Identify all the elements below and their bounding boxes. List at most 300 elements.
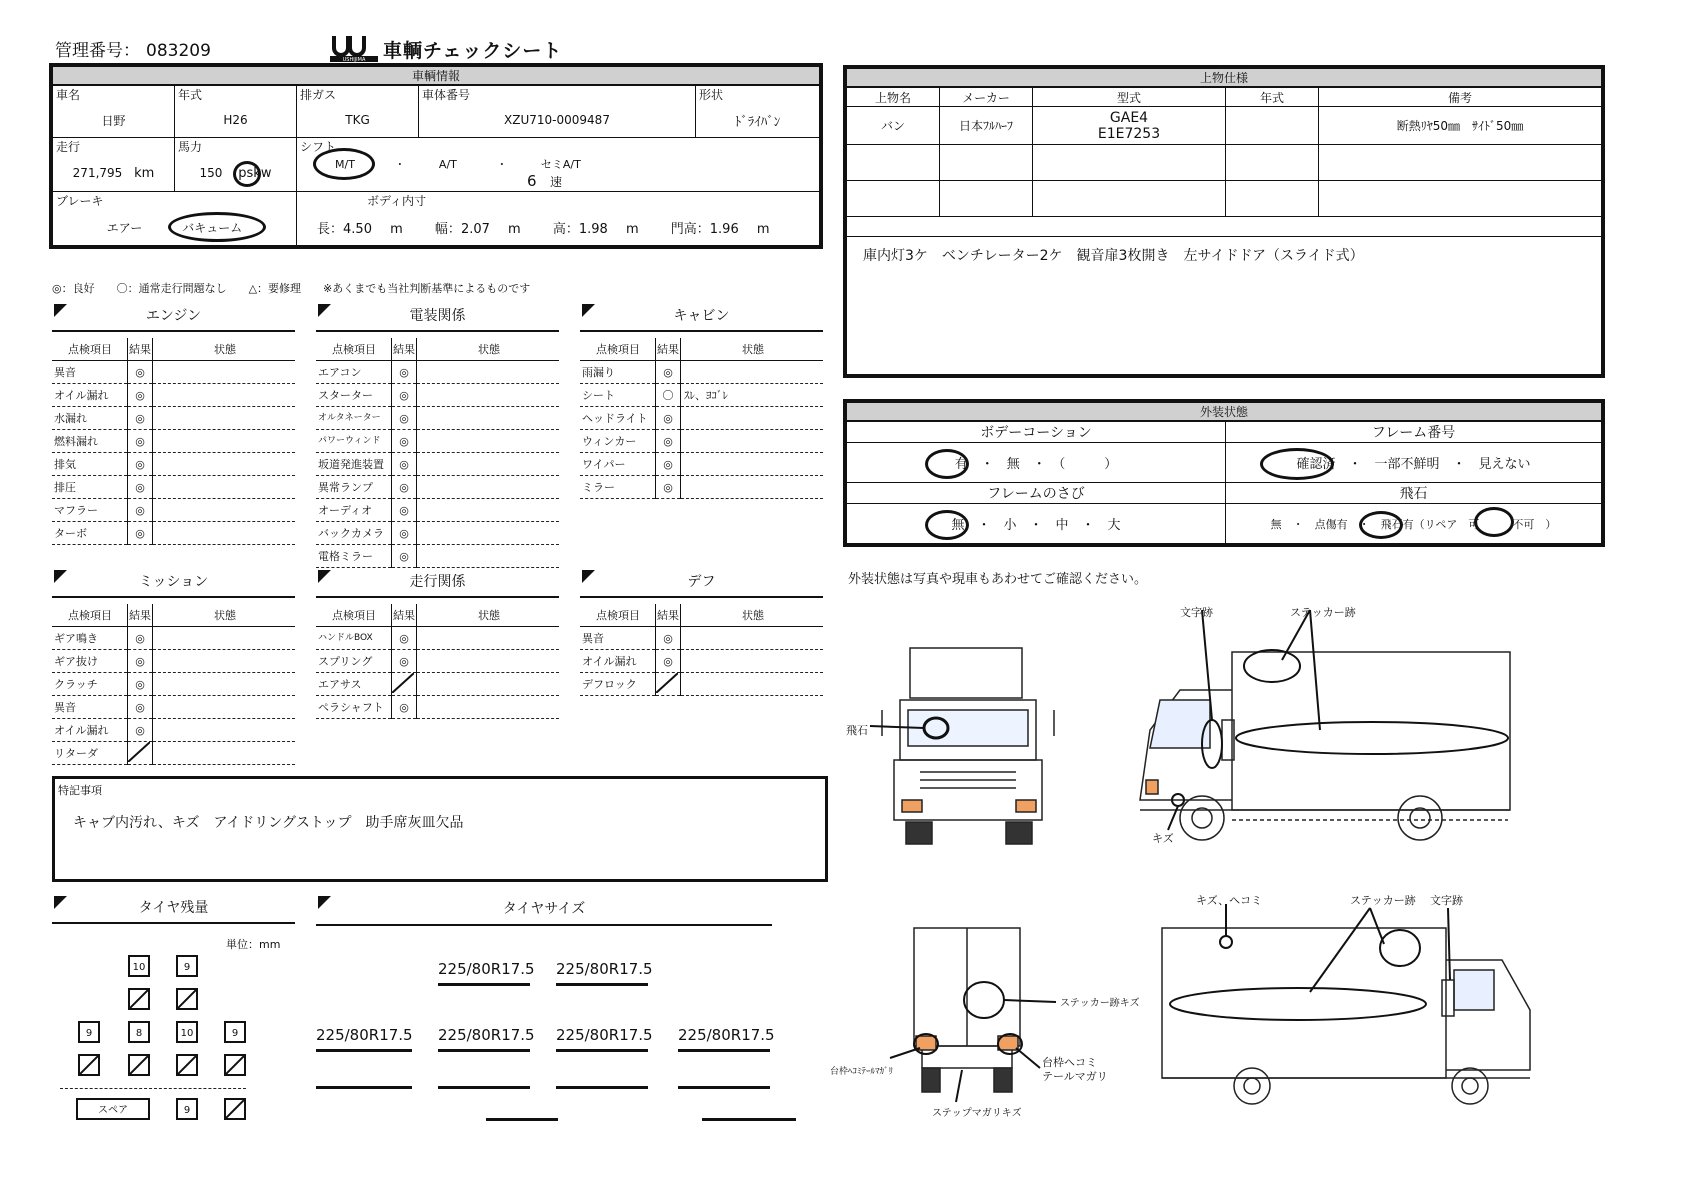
body-dim-label: ボディ内寸 [297,192,820,210]
table-row [316,545,559,568]
table-row [316,499,559,522]
check-result [392,673,417,696]
check-result: ◎ [392,696,417,719]
tire-size-rear-3: 225/80R17.5 [556,1026,648,1052]
label-scratch: キズ [1152,832,1174,845]
check-result: ◎ [392,361,417,384]
dim-door-unit: m [756,221,770,237]
table-row [316,522,559,545]
check-result: ◎ [128,384,153,407]
check-item: スプリング [316,650,392,673]
check-status [153,384,296,407]
col-result: 結果 [392,604,417,627]
check-status [153,499,296,522]
check-item: ヘッドライト [580,407,656,430]
col-status: 状態 [153,604,296,627]
table-row [316,453,559,476]
check-item: ハンドルBOX [316,627,392,650]
check-status [681,407,824,430]
check-result: ◎ [392,430,417,453]
truck-side-view-top [1140,610,1510,840]
mission-header: ミッション [52,570,295,598]
table-row [580,384,823,407]
table-row [580,407,823,430]
label-dent-scratch: キズ、ヘコミ [1196,894,1263,907]
upper-year [1226,107,1319,145]
table-row [52,673,295,696]
maker-label: 車名 [53,85,175,103]
cabin-header: キャビン [580,304,823,332]
drive-section [316,570,559,719]
chip-options: 無 ・ 点傷有 ・ 飛石有（リペア 可 不可 ） [1226,504,1602,544]
table-row [316,384,559,407]
check-item: リターダ [52,742,128,765]
check-result: ◎ [392,453,417,476]
power-value: 150 [199,165,223,180]
dim-length: 4.50 [343,221,372,237]
special-notes-label: 特記事項 [58,784,102,797]
exterior-table [846,402,1602,544]
col-item: 点検項目 [316,604,392,627]
label-letter-mark: 文字跡 [1180,606,1213,619]
maker-value: 日野 [53,103,175,138]
check-item: マフラー [52,499,128,522]
table-row [316,673,559,696]
table-row [52,476,295,499]
tire-spare: 9 [176,1098,198,1120]
check-item: 異音 [52,361,128,384]
engine-header: エンジン [52,304,295,332]
exterior-note: 外装状態は写真や現車もあわせてご確認ください。 [848,572,1148,587]
year-value: H26 [175,103,297,138]
shift-semi-at: セミA/T [540,158,581,171]
table-row [316,361,559,384]
check-result: ◎ [128,719,153,742]
company-logo [330,34,378,62]
management-number-label: 管理番号： [55,41,140,61]
dim-height-unit: m [625,221,639,237]
check-item: 燃料漏れ [52,430,128,453]
dim-length-label: 長： [317,221,344,237]
brake-air: エアー [106,220,143,235]
label-sticker-scratch: ステッカー跡キズ [1060,998,1140,1009]
upper-model: GAE4 E1E7253 [1033,107,1226,145]
check-result: ◎ [392,476,417,499]
check-result: ◎ [392,407,417,430]
table-row [52,430,295,453]
check-result: ◎ [128,499,153,522]
shift-cell [297,155,820,192]
frame-no-options: 確認済 ・ 一部不鮮明 ・ 見えない [1226,443,1602,483]
table-row [580,650,823,673]
shift-mt: M/T [335,158,355,171]
check-result: ◎ [656,650,681,673]
year-label: 年式 [175,85,297,103]
check-status [417,499,560,522]
power-label: 馬力 [175,138,297,156]
tire-rear-8 [224,1054,246,1076]
check-status [153,650,296,673]
tire-front-left-2 [128,988,150,1010]
engine-section [52,304,295,545]
diff-section [580,570,823,696]
check-item: ワイパー [580,453,656,476]
truck-rear-view [890,928,1056,1102]
upper-col-note: 備考 [1319,87,1602,107]
check-result: ◎ [128,407,153,430]
table-row [316,696,559,719]
check-item: パワーウィンド [316,430,392,453]
table-row [580,453,823,476]
check-item: 排気 [52,453,128,476]
table-row [52,742,295,765]
check-result: ◎ [392,522,417,545]
col-result: 結果 [656,604,681,627]
check-item: オイル漏れ [580,650,656,673]
table-row [52,499,295,522]
upper-name: バン [847,107,940,145]
col-item: 点検項目 [580,338,656,361]
check-status [153,742,296,765]
tire-size-rear-2: 225/80R17.5 [438,1026,530,1052]
coating-label: ボデーコーション [847,421,1226,443]
tire-rear-5 [78,1054,100,1076]
tire-rear-4: 9 [224,1021,246,1043]
gears-unit: 速 [550,175,563,189]
check-status [417,430,560,453]
table-row [52,627,295,650]
check-result: ◎ [392,384,417,407]
management-number [55,36,211,61]
shift-dot-2: ・ [496,158,508,171]
check-result: ◎ [128,361,153,384]
dim-width-label: 幅： [434,221,461,237]
shift-at: A/T [438,158,457,171]
tire-rear-7 [176,1054,198,1076]
check-item: スターター [316,384,392,407]
check-item: ターボ [52,522,128,545]
label-right-tail-2: テールマガリ [1042,1070,1108,1083]
tire-remain-section [52,896,295,924]
special-notes [52,776,828,882]
dim-width: 2.07 [460,221,490,237]
tire-size-rear-1: 225/80R17.5 [316,1026,412,1052]
check-status [153,627,296,650]
chassis-value: XZU710-0009487 [419,103,696,138]
check-status [153,476,296,499]
dim-door-label: 門高： [670,221,710,237]
tire-rear-6 [128,1054,150,1076]
tire-rear-2: 8 [128,1021,150,1043]
tire-size-rear-4: 225/80R17.5 [678,1026,770,1052]
tire-remain-header: タイヤ残量 [52,896,295,924]
check-status [153,696,296,719]
check-status [417,384,560,407]
tire-size-front-2: 225/80R17.5 [556,960,648,986]
table-row [52,650,295,673]
check-item: 雨漏り [580,361,656,384]
table-row [52,453,295,476]
check-item: 異常ランプ [316,476,392,499]
check-status [681,430,824,453]
brake-cell [53,209,297,246]
upper-remarks: 庫内灯3ケ ベンチレーター2ケ 観音扉3枚開き 左サイドドア（スライド式） [847,237,1602,375]
electric-section [316,304,559,568]
check-status [417,407,560,430]
exterior-title: 外装状態 [847,403,1602,422]
power-unit-ps: ps [238,166,253,181]
check-status [417,545,560,568]
check-status [153,673,296,696]
mission-table [52,604,295,765]
check-status [681,673,824,696]
check-result: ◎ [128,627,153,650]
shift-label: シフト [297,138,820,156]
electric-header: 電装関係 [316,304,559,332]
check-item: シート [580,384,656,407]
check-result [656,673,681,696]
chip-label: 飛石 [1226,483,1602,504]
check-item: ミラー [580,476,656,499]
check-item: クラッチ [52,673,128,696]
check-result: ◎ [656,407,681,430]
col-status: 状態 [153,338,296,361]
col-result: 結果 [656,338,681,361]
check-status [153,719,296,742]
tire-remain-unit: 単位：mm [226,938,281,951]
power-cell [175,155,297,192]
check-item: ギア抜け [52,650,128,673]
chassis-label: 車体番号 [419,85,696,103]
truck-diagram [830,600,1610,1120]
truck-front-view [870,648,1054,844]
engine-table [52,338,295,545]
check-result: ◎ [392,545,417,568]
special-notes-text: キャブ内汚れ、キズ アイドリングストップ 助手席灰皿欠品 [73,815,464,831]
check-status [681,361,824,384]
upper-col-maker: メーカー [940,87,1033,107]
col-item: 点検項目 [52,338,128,361]
table-row [52,522,295,545]
check-status [417,627,560,650]
col-item: 点検項目 [580,604,656,627]
upper-spec-table [846,68,1602,375]
mileage-cell [53,155,175,192]
check-status [417,522,560,545]
label-letter-mark-2: 文字跡 [1430,894,1463,907]
table-row [316,627,559,650]
col-result: 結果 [128,338,153,361]
shape-value: ﾄﾞﾗｲﾊﾞﾝ [696,103,820,138]
tire-rear-3: 10 [176,1021,198,1043]
table-row [52,361,295,384]
truck-side-view-bottom [1162,904,1530,1104]
emission-label: 排ガス [297,85,419,103]
check-status [153,361,296,384]
col-status: 状態 [417,604,560,627]
check-result: ◎ [128,673,153,696]
tire-rear-1: 9 [78,1021,100,1043]
check-item: 異音 [580,627,656,650]
rust-options: 無 ・ 小 ・ 中 ・ 大 [847,504,1226,544]
dim-width-unit: m [508,221,521,237]
check-result: ◎ [128,430,153,453]
check-item: 坂道発進装置 [316,453,392,476]
tire-size-header: タイヤサイズ [316,896,772,926]
check-item: バックカメラ [316,522,392,545]
table-row [580,430,823,453]
mileage-label: 走行 [53,138,175,156]
col-status: 状態 [681,604,824,627]
table-row [580,673,823,696]
mileage-unit: km [134,165,155,181]
dim-height: 1.98 [578,221,608,237]
check-item: オルタネーター [316,407,392,430]
check-item: ウィンカー [580,430,656,453]
label-chip: 飛石 [846,724,868,737]
check-status [417,650,560,673]
col-status: 状態 [417,338,560,361]
table-row [52,407,295,430]
check-item: オイル漏れ [52,384,128,407]
check-item: エアコン [316,361,392,384]
check-item: ペラシャフト [316,696,392,719]
mission-section [52,570,295,765]
table-row [52,384,295,407]
drive-header: 走行関係 [316,570,559,598]
brake-vacuum: バキューム [182,221,242,235]
drive-table [316,604,559,719]
check-status [153,453,296,476]
upper-spec-title: 上物仕様 [847,69,1602,88]
check-result: ◎ [128,476,153,499]
check-status [681,650,824,673]
check-status [153,430,296,453]
check-status [417,696,560,719]
tire-size-front-1: 225/80R17.5 [438,960,530,986]
check-item: 水漏れ [52,407,128,430]
mileage-value: 271,795 [72,165,123,180]
table-row [580,361,823,384]
diff-table [580,604,823,696]
check-result: ◎ [656,476,681,499]
check-status [681,476,824,499]
svg-text:USHIJIMA: USHIJIMA [342,57,366,62]
check-result: ◎ [656,430,681,453]
check-result: ◎ [392,627,417,650]
tire-front-left: 10 [128,955,150,977]
label-left-tail: 台枠ﾍｺﾐﾃｰﾙﾏｶﾞﾘ [830,1067,894,1077]
management-number-value: 083209 [146,41,211,61]
check-result [128,742,153,765]
check-item: 排圧 [52,476,128,499]
col-result: 結果 [392,338,417,361]
label-right-tail-1: 台枠ヘコミ [1042,1056,1097,1069]
check-status [417,453,560,476]
check-status [417,673,560,696]
check-status [153,522,296,545]
brake-label: ブレーキ [53,192,297,210]
table-row [580,476,823,499]
gears-value: 6 [527,172,537,190]
check-item: 異音 [52,696,128,719]
vehicle-info-table [52,66,820,246]
shape-label: 形状 [696,85,820,103]
rust-label: フレームのさび [847,483,1226,504]
frame-no-label: フレーム番号 [1226,421,1602,443]
check-result: ◎ [128,522,153,545]
check-result: ◎ [656,453,681,476]
check-item: デフロック [580,673,656,696]
table-row [316,430,559,453]
check-status [417,476,560,499]
power-unit-kw: kw [253,165,272,181]
legend: ◎：良好 〇：通常走行問題なし △：要修理 ※あくまでも当社判断基準によるものです [52,282,531,295]
coating-options: 有 ・ 無 ・ （ ） [847,443,1226,483]
emission-value: TKG [297,103,419,138]
tire-front-right-2 [176,988,198,1010]
col-item: 点検項目 [52,604,128,627]
check-result: ◎ [656,361,681,384]
diff-header: デフ [580,570,823,598]
check-status [153,407,296,430]
cabin-section [580,304,823,499]
check-result: 〇 [656,384,681,407]
upper-col-name: 上物名 [847,87,940,107]
upper-note: 断熱ﾘﾔ50㎜ ｻｲﾄﾞ50㎜ [1319,107,1602,145]
shift-dot-1: ・ [394,158,406,171]
check-result: ◎ [128,696,153,719]
table-row [316,476,559,499]
label-sticker-mark: ステッカー跡 [1290,606,1356,619]
dim-length-unit: m [390,221,403,237]
col-result: 結果 [128,604,153,627]
check-item: 電格ミラー [316,545,392,568]
table-row [316,650,559,673]
tire-front-right: 9 [176,955,198,977]
table-row [52,719,295,742]
upper-col-year: 年式 [1226,87,1319,107]
check-result: ◎ [128,453,153,476]
label-sticker-mark-2: ステッカー跡 [1350,894,1416,907]
check-status: ｽﾚ、ﾖｺﾞﾚ [681,384,824,407]
tire-spare-2 [224,1098,246,1120]
check-item: オーディオ [316,499,392,522]
check-item: オイル漏れ [52,719,128,742]
check-status [681,627,824,650]
check-item: ギア鳴き [52,627,128,650]
dim-door: 1.96 [709,221,739,237]
page-title: 車輌チェックシート [383,40,563,62]
upper-maker: 日本ﾌﾙﾊｰﾌ [940,107,1033,145]
check-result: ◎ [128,650,153,673]
col-status: 状態 [681,338,824,361]
table-row [52,696,295,719]
table-row [580,627,823,650]
body-dim-cell [297,209,820,246]
dim-height-label: 高： [552,221,579,237]
table-row [316,407,559,430]
check-status [417,361,560,384]
cabin-table [580,338,823,499]
check-status [681,453,824,476]
label-step: ステップマガリキズ [932,1108,1022,1119]
upper-col-model: 型式 [1033,87,1226,107]
vehicle-info-title: 車輌情報 [53,67,820,86]
spare-label: スペア [76,1098,150,1120]
check-item: エアサス [316,673,392,696]
col-item: 点検項目 [316,338,392,361]
